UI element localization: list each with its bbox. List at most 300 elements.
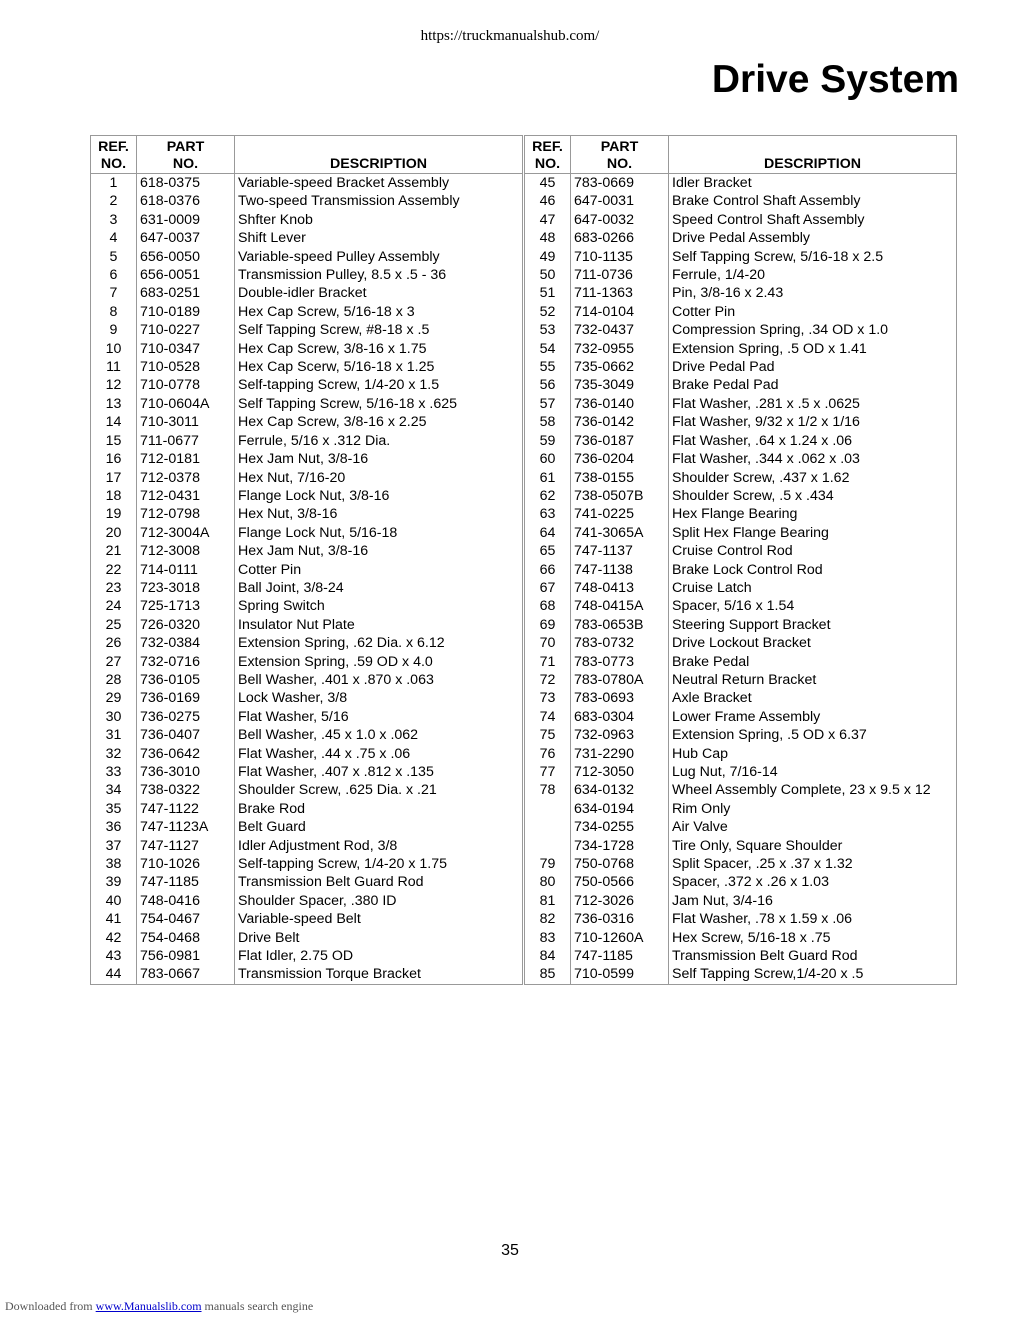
part-no-cell: 732-0384 <box>137 634 235 652</box>
part-no-cell: 783-0780A <box>571 671 669 689</box>
description-cell: Cotter Pin <box>669 303 957 321</box>
description-cell: Speed Control Shaft Assembly <box>669 211 957 229</box>
part-no-cell: 747-1137 <box>571 542 669 560</box>
description-cell: Double-idler Bracket <box>235 284 523 302</box>
description-cell: Ferrule, 5/16 x .312 Dia. <box>235 432 523 450</box>
ref-no-cell: 84 <box>525 947 571 965</box>
ref-no-cell: 59 <box>525 432 571 450</box>
description-cell: Brake Lock Control Rod <box>669 561 957 579</box>
part-no-cell: 736-0407 <box>137 726 235 744</box>
download-footer <box>5 1299 313 1314</box>
part-no-cell: 714-0111 <box>137 561 235 579</box>
part-no-cell: 736-3010 <box>137 763 235 781</box>
table-row <box>91 745 523 763</box>
description-cell: Cruise Control Rod <box>669 542 957 560</box>
ref-no-cell: 34 <box>91 781 137 799</box>
ref-no-cell: 43 <box>91 947 137 965</box>
ref-no-cell: 58 <box>525 413 571 431</box>
manualslib-link[interactable]: www.Manualslib.com <box>95 1299 202 1313</box>
table-row <box>525 432 957 450</box>
part-no-cell: 741-0225 <box>571 505 669 523</box>
part-no-cell: 736-0105 <box>137 671 235 689</box>
part-no-cell: 738-0155 <box>571 469 669 487</box>
table-row <box>525 855 957 873</box>
description-cell: Self Tapping Screw, 5/16-18 x .625 <box>235 395 523 413</box>
part-no-cell: 656-0051 <box>137 266 235 284</box>
table-row <box>91 229 523 247</box>
part-no-cell: 683-0251 <box>137 284 235 302</box>
ref-no-cell: 25 <box>91 616 137 634</box>
ref-no-cell: 37 <box>91 837 137 855</box>
part-no-cell: 656-0050 <box>137 248 235 266</box>
ref-no-cell: 83 <box>525 929 571 947</box>
description-cell: Spacer, .372 x .26 x 1.03 <box>669 873 957 891</box>
description-cell: Hex Cap Screw, 3/8-16 x 2.25 <box>235 413 523 431</box>
part-no-cell: 735-0662 <box>571 358 669 376</box>
table-row <box>525 873 957 891</box>
table-row <box>525 965 957 984</box>
description-cell: Transmission Belt Guard Rod <box>669 947 957 965</box>
description-cell: Drive Lockout Bracket <box>669 634 957 652</box>
description-cell: Compression Spring, .34 OD x 1.0 <box>669 321 957 339</box>
description-cell: Shfter Knob <box>235 211 523 229</box>
description-cell: Bell Washer, .45 x 1.0 x .062 <box>235 726 523 744</box>
table-row <box>91 340 523 358</box>
ref-no-cell: 77 <box>525 763 571 781</box>
part-no-cell: 738-0507B <box>571 487 669 505</box>
part-no-cell: 736-0204 <box>571 450 669 468</box>
part-no-cell: 732-0963 <box>571 726 669 744</box>
part-no-cell: 710-1026 <box>137 855 235 873</box>
description-cell: Lower Frame Assembly <box>669 708 957 726</box>
part-no-cell: 634-0132 <box>571 781 669 799</box>
ref-no-cell: 60 <box>525 450 571 468</box>
description-cell: Self-tapping Screw, 1/4-20 x 1.75 <box>235 855 523 873</box>
description-cell: Flat Idler, 2.75 OD <box>235 947 523 965</box>
description-cell: Neutral Return Bracket <box>669 671 957 689</box>
table-row <box>525 929 957 947</box>
table-row <box>525 781 957 799</box>
ref-no-cell: 61 <box>525 469 571 487</box>
parts-table-left-body <box>91 174 523 985</box>
description-cell: Wheel Assembly Complete, 23 x 9.5 x 12 <box>669 781 957 799</box>
table-row <box>525 947 957 965</box>
ref-no-cell: 30 <box>91 708 137 726</box>
table-row <box>91 321 523 339</box>
ref-no-cell: 1 <box>91 174 137 193</box>
table-row <box>91 929 523 947</box>
page-title: Drive System <box>711 58 959 101</box>
ref-no-cell: 56 <box>525 376 571 394</box>
table-row <box>91 579 523 597</box>
description-cell: Brake Pedal Pad <box>669 376 957 394</box>
table-header-row <box>525 136 957 174</box>
table-row <box>91 965 523 984</box>
description-cell: Drive Pedal Assembly <box>669 229 957 247</box>
table-row <box>525 745 957 763</box>
table-row <box>91 855 523 873</box>
table-row <box>525 634 957 652</box>
ref-no-cell: 72 <box>525 671 571 689</box>
part-no-cell: 748-0413 <box>571 579 669 597</box>
description-cell: Self Tapping Screw, 5/16-18 x 2.5 <box>669 248 957 266</box>
part-no-cell: 783-0653B <box>571 616 669 634</box>
part-no-cell: 736-0140 <box>571 395 669 413</box>
table-row <box>525 542 957 560</box>
part-no-cell: 725-1713 <box>137 597 235 615</box>
ref-no-cell: 31 <box>91 726 137 744</box>
part-no-cell: 712-0798 <box>137 505 235 523</box>
part-no-cell: 783-0773 <box>571 653 669 671</box>
table-row <box>525 284 957 302</box>
description-cell: Cotter Pin <box>235 561 523 579</box>
ref-no-cell: 41 <box>91 910 137 928</box>
table-row <box>525 321 957 339</box>
ref-no-cell: 70 <box>525 634 571 652</box>
ref-no-cell: 15 <box>91 432 137 450</box>
ref-no-cell <box>525 837 571 855</box>
table-row <box>91 524 523 542</box>
table-row <box>525 689 957 707</box>
ref-no-cell: 6 <box>91 266 137 284</box>
ref-no-cell: 55 <box>525 358 571 376</box>
ref-no-cell: 22 <box>91 561 137 579</box>
part-no-cell: 736-0187 <box>571 432 669 450</box>
part-no-cell: 756-0981 <box>137 947 235 965</box>
ref-no-cell: 82 <box>525 910 571 928</box>
part-no-cell: 710-0604A <box>137 395 235 413</box>
description-cell: Drive Pedal Pad <box>669 358 957 376</box>
description-cell: Insulator Nut Plate <box>235 616 523 634</box>
table-row <box>525 229 957 247</box>
description-cell: Extension Spring, .5 OD x 6.37 <box>669 726 957 744</box>
description-cell: Brake Rod <box>235 800 523 818</box>
ref-no-cell: 53 <box>525 321 571 339</box>
part-no-cell: 618-0375 <box>137 174 235 193</box>
table-row <box>525 616 957 634</box>
parts-table-right-body <box>525 174 957 985</box>
description-cell: Hex Nut, 3/8-16 <box>235 505 523 523</box>
table-row <box>525 579 957 597</box>
ref-no-cell: 33 <box>91 763 137 781</box>
part-no-cell: 754-0467 <box>137 910 235 928</box>
ref-no-header: REF. NO. <box>525 136 571 174</box>
part-no-cell: 747-1185 <box>137 873 235 891</box>
part-no-cell: 711-1363 <box>571 284 669 302</box>
ref-no-cell: 79 <box>525 855 571 873</box>
description-cell: Hex Jam Nut, 3/8-16 <box>235 542 523 560</box>
part-no-cell: 712-3004A <box>137 524 235 542</box>
description-cell: Jam Nut, 3/4-16 <box>669 892 957 910</box>
part-no-cell: 683-0266 <box>571 229 669 247</box>
ref-no-cell: 4 <box>91 229 137 247</box>
table-row <box>525 910 957 928</box>
table-row <box>525 376 957 394</box>
ref-no-cell: 2 <box>91 192 137 210</box>
description-cell: Flat Washer, .44 x .75 x .06 <box>235 745 523 763</box>
part-no-cell: 748-0415A <box>571 597 669 615</box>
part-no-cell: 738-0322 <box>137 781 235 799</box>
part-no-cell: 747-1123A <box>137 818 235 836</box>
table-row <box>525 395 957 413</box>
description-cell: Flat Washer, .344 x .062 x .03 <box>669 450 957 468</box>
part-no-cell: 747-1138 <box>571 561 669 579</box>
part-no-cell: 712-3026 <box>571 892 669 910</box>
table-row <box>525 358 957 376</box>
table-row <box>525 505 957 523</box>
table-row <box>525 266 957 284</box>
ref-no-cell: 68 <box>525 597 571 615</box>
part-no-cell: 710-0227 <box>137 321 235 339</box>
ref-no-cell: 40 <box>91 892 137 910</box>
part-no-cell: 710-0599 <box>571 965 669 984</box>
table-row <box>91 616 523 634</box>
ref-no-cell: 81 <box>525 892 571 910</box>
part-no-cell: 714-0104 <box>571 303 669 321</box>
description-cell: Split Hex Flange Bearing <box>669 524 957 542</box>
part-no-cell: 712-0378 <box>137 469 235 487</box>
description-cell: Shoulder Screw, .625 Dia. x .21 <box>235 781 523 799</box>
table-row <box>91 248 523 266</box>
source-url: https://truckmanualshub.com/ <box>420 28 600 44</box>
ref-no-cell: 73 <box>525 689 571 707</box>
table-row <box>525 892 957 910</box>
description-cell: Brake Pedal <box>669 653 957 671</box>
part-no-cell: 783-0693 <box>571 689 669 707</box>
description-cell: Transmission Belt Guard Rod <box>235 873 523 891</box>
description-cell: Axle Bracket <box>669 689 957 707</box>
part-no-cell: 710-0189 <box>137 303 235 321</box>
table-row <box>91 689 523 707</box>
ref-no-cell: 23 <box>91 579 137 597</box>
description-cell: Hub Cap <box>669 745 957 763</box>
description-cell: Flat Washer, 5/16 <box>235 708 523 726</box>
ref-no-cell: 12 <box>91 376 137 394</box>
description-cell: Lock Washer, 3/8 <box>235 689 523 707</box>
description-cell: Pin, 3/8-16 x 2.43 <box>669 284 957 302</box>
table-row <box>91 450 523 468</box>
description-cell: Extension Spring, .5 OD x 1.41 <box>669 340 957 358</box>
ref-no-cell: 42 <box>91 929 137 947</box>
ref-no-cell: 21 <box>91 542 137 560</box>
table-row <box>91 653 523 671</box>
table-row <box>91 947 523 965</box>
description-cell: Air Valve <box>669 818 957 836</box>
table-row <box>525 248 957 266</box>
ref-no-cell: 44 <box>91 965 137 984</box>
table-row <box>91 413 523 431</box>
ref-no-cell: 18 <box>91 487 137 505</box>
part-no-cell: 783-0669 <box>571 174 669 193</box>
table-row <box>91 358 523 376</box>
table-row <box>91 487 523 505</box>
description-cell: Variable-speed Bracket Assembly <box>235 174 523 193</box>
part-no-cell: 710-0347 <box>137 340 235 358</box>
table-row <box>91 634 523 652</box>
table-row <box>525 800 957 818</box>
ref-no-cell: 3 <box>91 211 137 229</box>
parts-table-left <box>90 135 523 985</box>
table-row <box>91 266 523 284</box>
part-no-cell: 647-0037 <box>137 229 235 247</box>
ref-no-cell: 11 <box>91 358 137 376</box>
part-no-cell: 712-0181 <box>137 450 235 468</box>
table-row <box>91 873 523 891</box>
page-number: 35 <box>501 1242 519 1259</box>
part-no-cell: 731-2290 <box>571 745 669 763</box>
description-cell: Self-tapping Screw, 1/4-20 x 1.5 <box>235 376 523 394</box>
part-no-cell: 647-0031 <box>571 192 669 210</box>
ref-no-cell: 76 <box>525 745 571 763</box>
part-no-cell: 750-0566 <box>571 873 669 891</box>
description-cell: Lug Nut, 7/16-14 <box>669 763 957 781</box>
ref-no-cell: 48 <box>525 229 571 247</box>
table-row <box>91 376 523 394</box>
part-no-cell: 710-0778 <box>137 376 235 394</box>
ref-no-cell: 28 <box>91 671 137 689</box>
table-row <box>91 818 523 836</box>
ref-no-cell: 7 <box>91 284 137 302</box>
part-no-cell: 710-0528 <box>137 358 235 376</box>
description-cell: Self Tapping Screw, #8-18 x .5 <box>235 321 523 339</box>
ref-no-cell: 29 <box>91 689 137 707</box>
table-row <box>91 303 523 321</box>
table-row <box>91 837 523 855</box>
table-row <box>91 671 523 689</box>
ref-no-cell: 8 <box>91 303 137 321</box>
part-no-cell: 736-0316 <box>571 910 669 928</box>
table-row <box>91 726 523 744</box>
table-row <box>91 781 523 799</box>
ref-no-header: REF. NO. <box>91 136 137 174</box>
description-cell: Split Spacer, .25 x .37 x 1.32 <box>669 855 957 873</box>
table-row <box>525 303 957 321</box>
table-row <box>525 450 957 468</box>
table-row <box>525 708 957 726</box>
table-row <box>91 469 523 487</box>
description-cell: Flat Washer, .78 x 1.59 x .06 <box>669 910 957 928</box>
description-cell: Idler Bracket <box>669 174 957 193</box>
table-row <box>91 174 523 193</box>
description-cell: Hex Cap Screw, 3/8-16 x 1.75 <box>235 340 523 358</box>
description-cell: Hex Cap Scerw, 5/16-18 x 1.25 <box>235 358 523 376</box>
part-no-header: PART NO. <box>137 136 235 174</box>
table-row <box>91 597 523 615</box>
ref-no-cell: 66 <box>525 561 571 579</box>
description-cell: Flat Washer, 9/32 x 1/2 x 1/16 <box>669 413 957 431</box>
description-cell: Belt Guard <box>235 818 523 836</box>
description-cell: Rim Only <box>669 800 957 818</box>
table-row <box>525 487 957 505</box>
table-row <box>91 561 523 579</box>
table-row <box>91 910 523 928</box>
ref-no-cell: 27 <box>91 653 137 671</box>
description-cell: Extension Spring, .59 OD x 4.0 <box>235 653 523 671</box>
footer-prefix: Downloaded from <box>5 1299 93 1313</box>
table-row <box>525 671 957 689</box>
ref-no-cell: 80 <box>525 873 571 891</box>
ref-no-cell: 49 <box>525 248 571 266</box>
part-no-cell: 732-0437 <box>571 321 669 339</box>
part-no-cell: 736-0275 <box>137 708 235 726</box>
ref-no-cell: 16 <box>91 450 137 468</box>
table-row <box>525 469 957 487</box>
ref-no-cell: 71 <box>525 653 571 671</box>
table-row <box>91 395 523 413</box>
parts-table-right <box>524 135 957 985</box>
description-cell: Extension Spring, .62 Dia. x 6.12 <box>235 634 523 652</box>
ref-no-cell: 65 <box>525 542 571 560</box>
description-cell: Flat Washer, .407 x .812 x .135 <box>235 763 523 781</box>
description-cell: Transmission Torque Bracket <box>235 965 523 984</box>
ref-no-cell: 69 <box>525 616 571 634</box>
ref-no-cell: 67 <box>525 579 571 597</box>
table-row <box>91 800 523 818</box>
description-cell: Shoulder Screw, .437 x 1.62 <box>669 469 957 487</box>
ref-no-cell: 36 <box>91 818 137 836</box>
ref-no-cell: 74 <box>525 708 571 726</box>
table-row <box>91 892 523 910</box>
part-no-cell: 783-0667 <box>137 965 235 984</box>
table-row <box>91 192 523 210</box>
description-cell: Brake Control Shaft Assembly <box>669 192 957 210</box>
part-no-header: PART NO. <box>571 136 669 174</box>
table-row <box>525 561 957 579</box>
description-cell: Drive Belt <box>235 929 523 947</box>
part-no-cell: 711-0677 <box>137 432 235 450</box>
part-no-cell: 734-0255 <box>571 818 669 836</box>
description-cell: Shift Lever <box>235 229 523 247</box>
description-cell: Spacer, 5/16 x 1.54 <box>669 597 957 615</box>
ref-no-cell: 54 <box>525 340 571 358</box>
part-no-cell: 710-1135 <box>571 248 669 266</box>
part-no-cell: 750-0768 <box>571 855 669 873</box>
description-cell: Flange Lock Nut, 3/8-16 <box>235 487 523 505</box>
description-cell: Cruise Latch <box>669 579 957 597</box>
ref-no-cell: 47 <box>525 211 571 229</box>
ref-no-cell: 5 <box>91 248 137 266</box>
description-cell: Ball Joint, 3/8-24 <box>235 579 523 597</box>
part-no-cell: 710-3011 <box>137 413 235 431</box>
part-no-cell: 736-0642 <box>137 745 235 763</box>
ref-no-cell: 45 <box>525 174 571 193</box>
description-cell: Two-speed Transmission Assembly <box>235 192 523 210</box>
description-header: DESCRIPTION <box>235 136 523 174</box>
part-no-cell: 748-0416 <box>137 892 235 910</box>
description-cell: Ferrule, 1/4-20 <box>669 266 957 284</box>
ref-no-cell: 19 <box>91 505 137 523</box>
ref-no-cell <box>525 818 571 836</box>
ref-no-cell: 17 <box>91 469 137 487</box>
description-cell: Shoulder Screw, .5 x .434 <box>669 487 957 505</box>
part-no-cell: 683-0304 <box>571 708 669 726</box>
ref-no-cell: 75 <box>525 726 571 744</box>
table-row <box>91 505 523 523</box>
part-no-cell: 754-0468 <box>137 929 235 947</box>
ref-no-cell: 14 <box>91 413 137 431</box>
description-cell: Spring Switch <box>235 597 523 615</box>
part-no-cell: 732-0716 <box>137 653 235 671</box>
description-cell: Variable-speed Pulley Assembly <box>235 248 523 266</box>
table-row <box>525 597 957 615</box>
ref-no-cell: 39 <box>91 873 137 891</box>
table-row <box>525 726 957 744</box>
ref-no-cell: 62 <box>525 487 571 505</box>
description-cell: Hex Cap Screw, 5/16-18 x 3 <box>235 303 523 321</box>
table-row <box>91 432 523 450</box>
table-row <box>91 542 523 560</box>
description-cell: Shoulder Spacer, .380 ID <box>235 892 523 910</box>
